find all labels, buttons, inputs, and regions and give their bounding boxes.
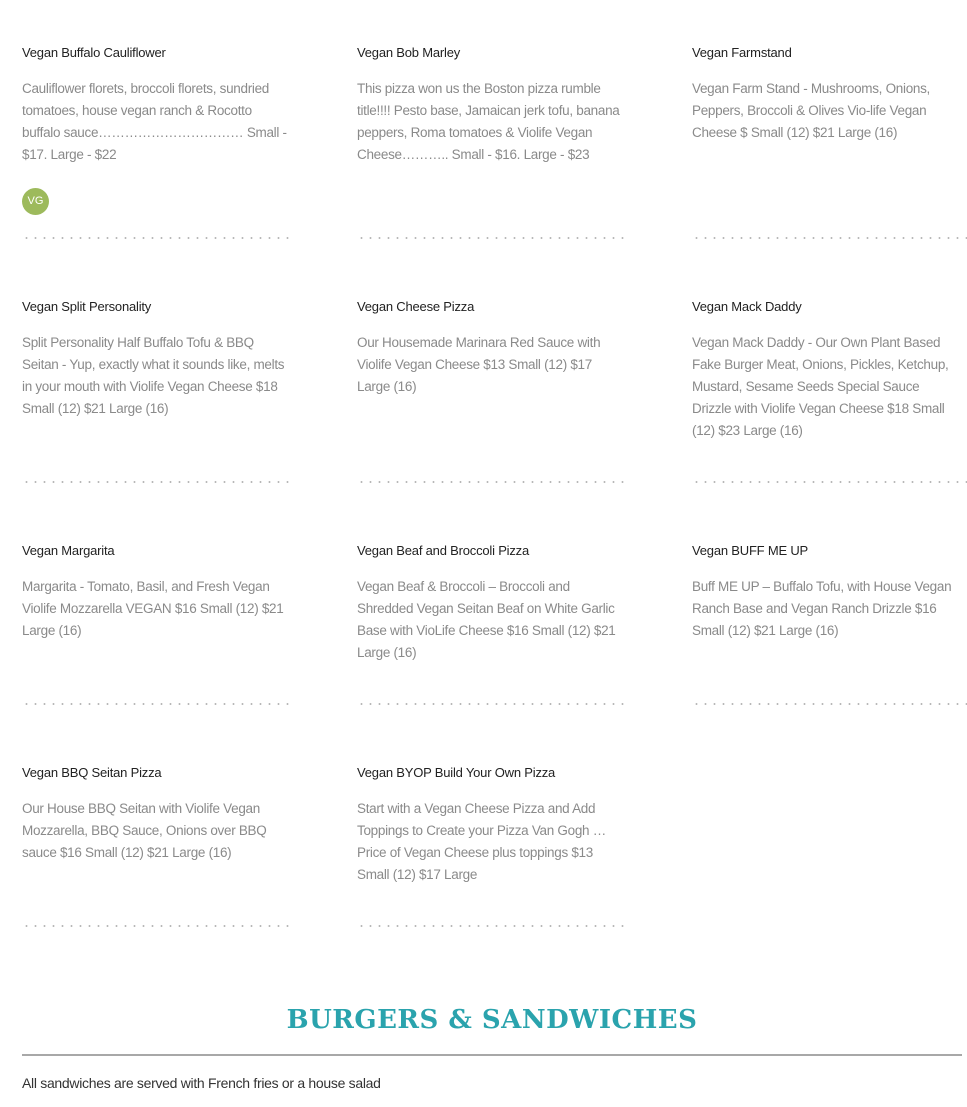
menu-item-name: Vegan Mack Daddy xyxy=(692,299,802,314)
dotted-divider xyxy=(692,237,967,239)
section-heading-burgers-sandwiches: BURGERS & SANDWICHES xyxy=(286,1005,698,1035)
menu-item-description: Vegan Beaf & Broccoli – Broccoli and Shredded Vegan Seitan Beaf on White Garlic Base with VioLife Cheese $16 Small (12) $21 Large (16) xyxy=(357,579,616,660)
menu-item-name: Vegan BUFF ME UP xyxy=(692,543,809,558)
dotted-divider xyxy=(357,237,627,239)
section-divider xyxy=(22,1054,962,1056)
menu-item-name: Vegan Bob Marley xyxy=(357,45,461,60)
menu-item-name: Vegan Farmstand xyxy=(692,45,792,60)
menu-item-name: Vegan Buffalo Cauliflower xyxy=(22,45,166,60)
menu-item-description: This pizza won us the Boston pizza rumble title!!!! Pesto base, Jamaican jerk tofu, banana peppers, Roma tomatoes & Violife Vegan Cheese……….. Small - $16. Large - $23 xyxy=(357,81,620,162)
menu-item-description: Start with a Vegan Cheese Pizza and Add Toppings to Create your Pizza Van Gogh … Price of Vegan Cheese plus toppings $13 Small (12) $17 Large xyxy=(357,801,606,882)
dotted-divider xyxy=(22,925,292,927)
dotted-divider xyxy=(692,481,967,483)
dotted-divider xyxy=(22,703,292,705)
dotted-divider xyxy=(22,481,292,483)
menu-item-name: Vegan Margarita xyxy=(22,543,115,558)
vegan-badge: VG xyxy=(22,188,49,215)
menu-item-name: Vegan Cheese Pizza xyxy=(357,299,475,314)
menu-item-description: Vegan Mack Daddy - Our Own Plant Based Fake Burger Meat, Onions, Pickles, Ketchup, Mustard, Sesame Seeds Special Sauce Drizzle with Violife Vegan Cheese $18 Small (12) $23 Large (16) xyxy=(692,335,949,438)
menu-item-name: Vegan Split Personality xyxy=(22,299,152,314)
dotted-divider xyxy=(22,237,292,239)
dotted-divider xyxy=(357,703,627,705)
menu-item-name: Vegan Beaf and Broccoli Pizza xyxy=(357,543,529,558)
menu-item-name: Vegan BBQ Seitan Pizza xyxy=(22,765,162,780)
menu-item-description: Buff ME UP – Buffalo Tofu, with House Vegan Ranch Base and Vegan Ranch Drizzle $16 Small (12) $21 Large (16) xyxy=(692,579,952,638)
dotted-divider xyxy=(357,925,627,927)
menu-item-description: Vegan Farm Stand - Mushrooms, Onions, Peppers, Broccoli & Olives Vio-life Vegan Cheese $ Small (12) $21 Large (16) xyxy=(692,81,931,140)
menu-item-description: Margarita - Tomato, Basil, and Fresh Vegan Violife Mozzarella VEGAN $16 Small (12) $21 Large (16) xyxy=(22,579,284,638)
menu-item-description: Our Housemade Marinara Red Sauce with Violife Vegan Cheese $13 Small (12) $17 Large (16) xyxy=(357,335,601,394)
dotted-divider xyxy=(357,481,627,483)
menu-item-description: Cauliflower florets, broccoli florets, sundried tomatoes, house vegan ranch & Rocotto buffalo sauce…………………………… Small - $17. Large - $22 xyxy=(22,81,287,162)
dotted-divider xyxy=(692,703,967,705)
menu-item-name: Vegan BYOP Build Your Own Pizza xyxy=(357,765,556,780)
menu-item-description: Our House BBQ Seitan with Violife Vegan Mozzarella, BBQ Sauce, Onions over BBQ sauce $16 Small (12) $21 Large (16) xyxy=(22,801,267,860)
section-note: All sandwiches are served with French fries or a house salad xyxy=(22,1075,381,1091)
menu-item-description: Split Personality Half Buffalo Tofu & BBQ Seitan - Yup, exactly what it sounds like, melts in your mouth with Violife Vegan Cheese $18 Small (12) $21 Large (16) xyxy=(22,335,285,416)
